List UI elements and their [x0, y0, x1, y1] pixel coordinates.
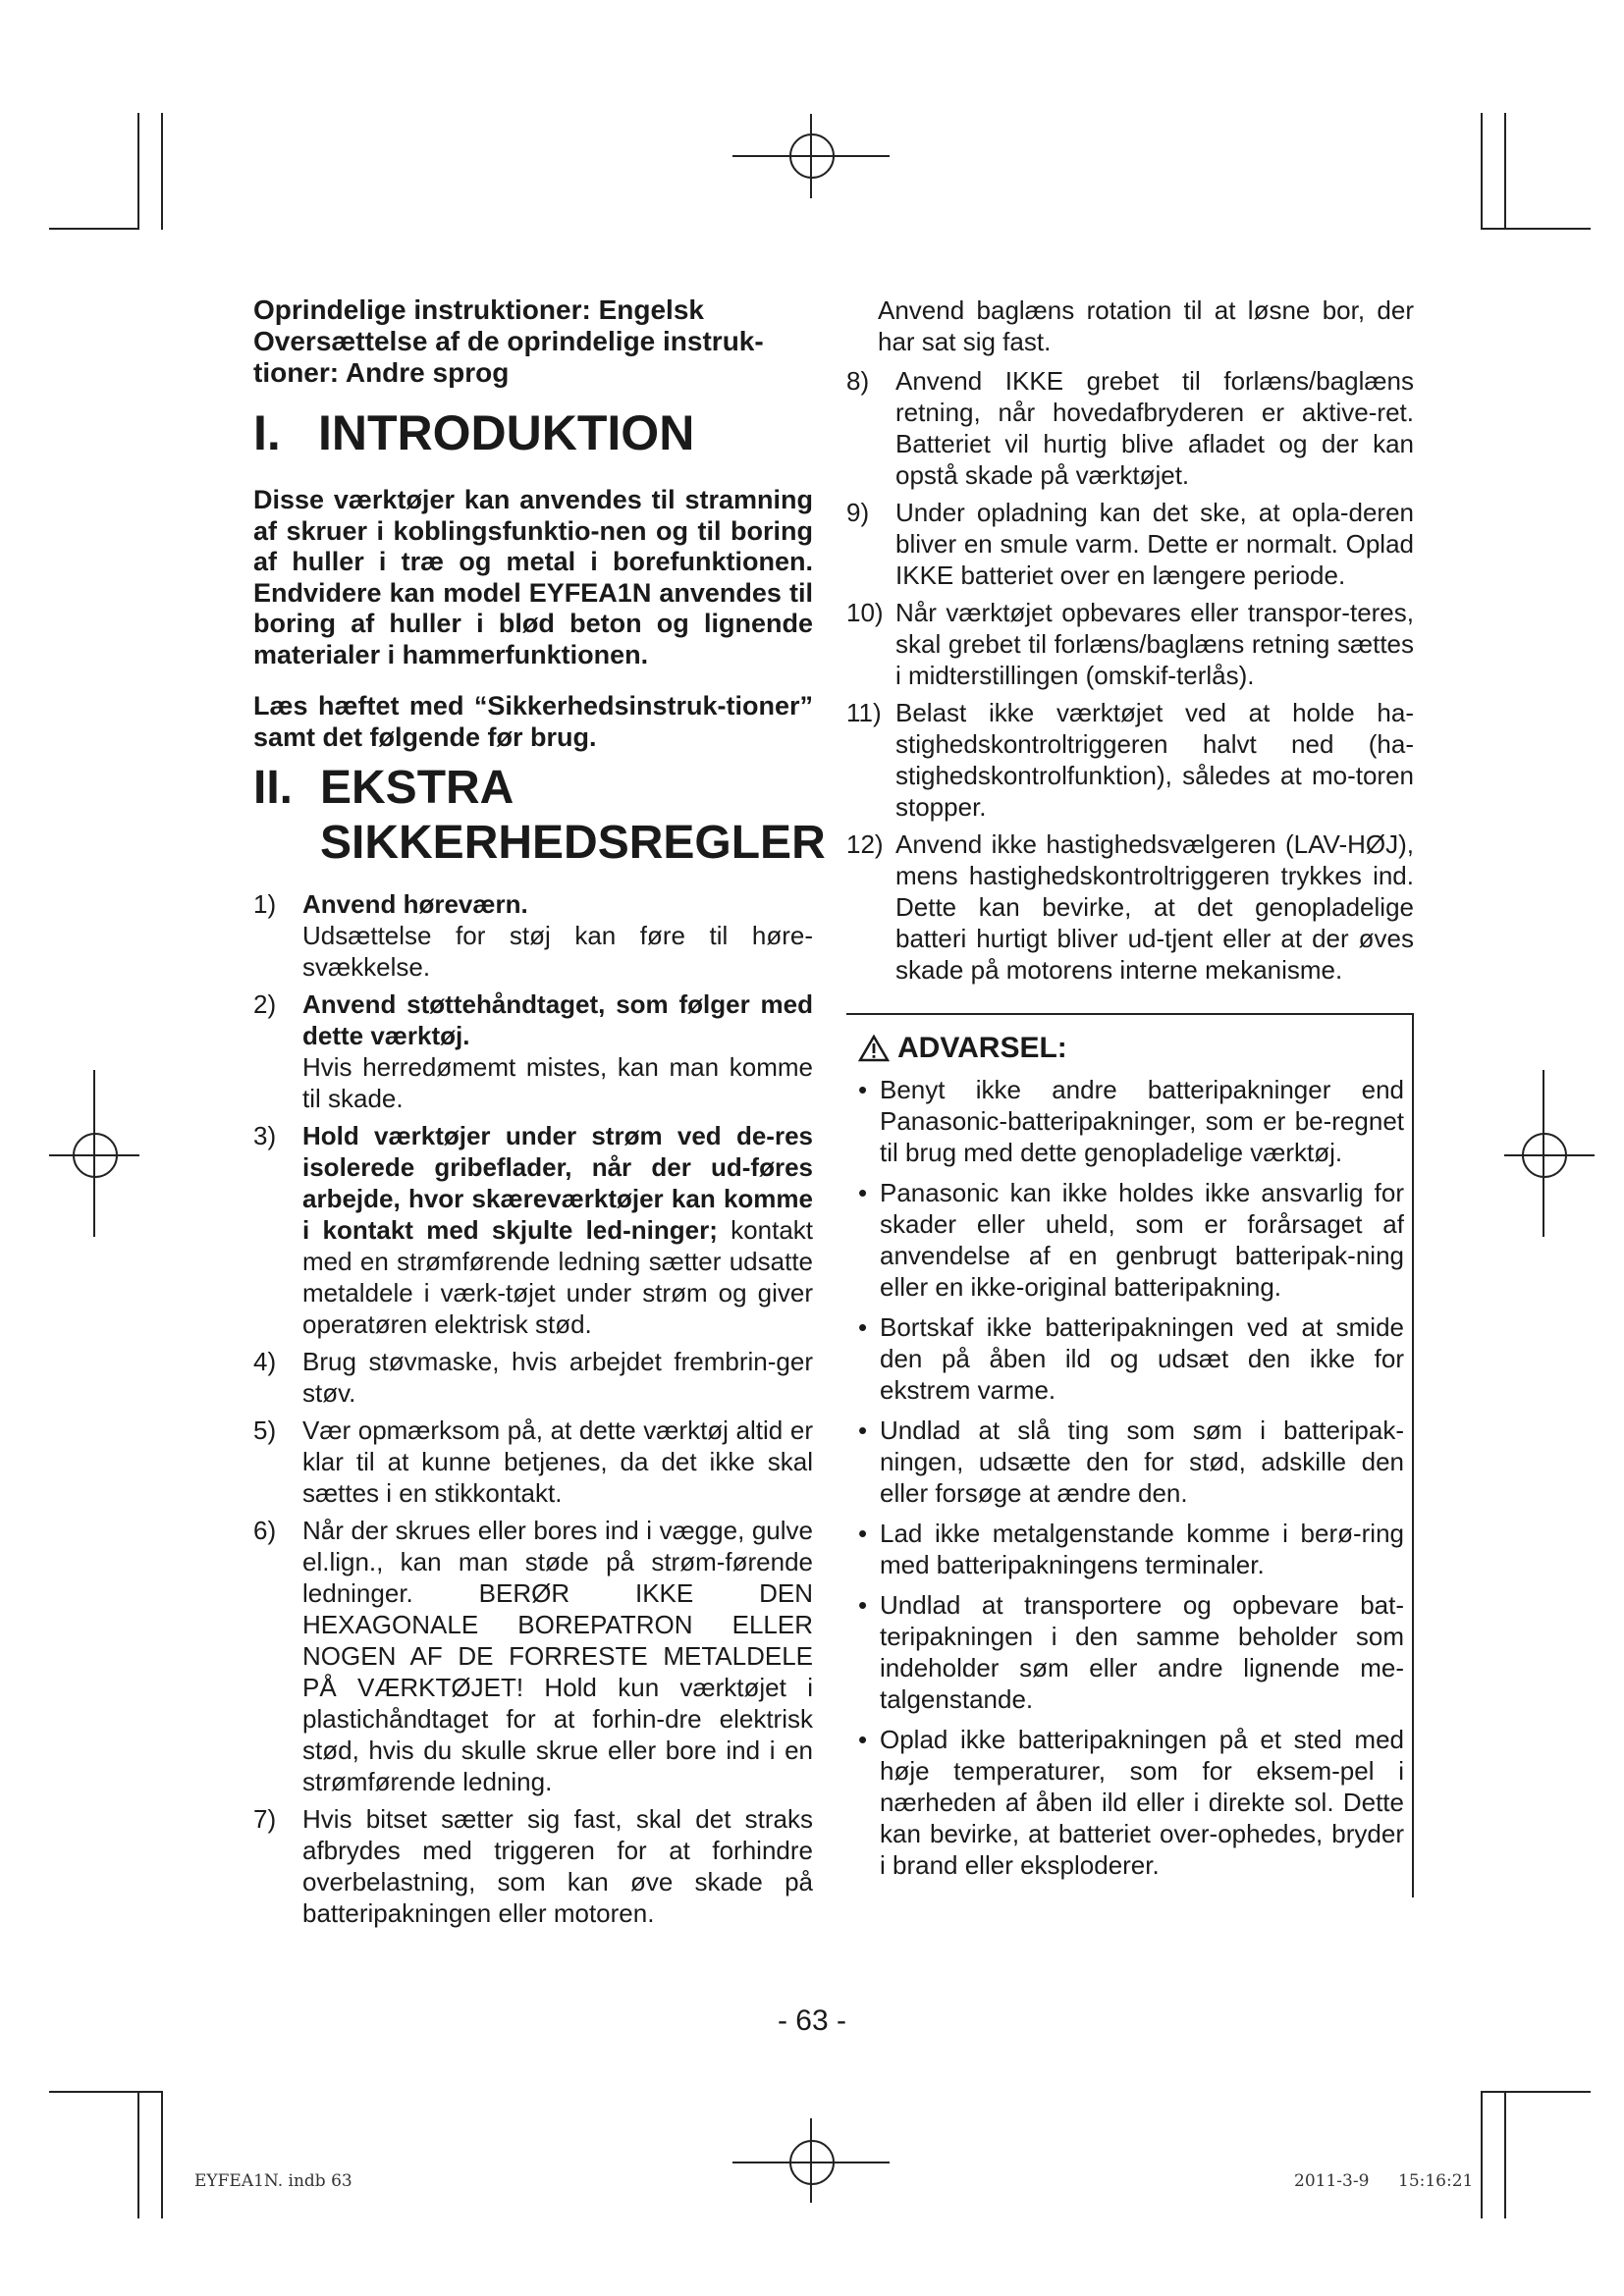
list-item: 11) Belast ikke værktøjet ved at holde ha-stighedskontroltriggeren halvt ned (ha-stighedskontrolfunktion), således at mo-toren stopper.	[846, 698, 1414, 822]
list-item: 3) Hold værktøjer under strøm ved de-res isolerede gribeflader, når der ud-føres arbejde, hvor skæreværktøjer kan komme i kontakt med skjulte led-ninger; kontakt med en strømførende ledning sætter udsatte metaldele i værk-tøjet under strøm og giver operatøren elektrisk stød.	[253, 1121, 813, 1339]
list-item: 2) Anvend støttehåndtaget, som følger med dette værktøj. Hvis herredømemt mistes, kan man komme til skade.	[253, 989, 813, 1113]
list-item: 10) Når værktøjet opbevares eller transpor-teres, skal grebet til forlæns/baglæns retning sættes i midterstillingen (omskif-terlås).	[846, 598, 1414, 690]
list-item: 7) Hvis bitset sætter sig fast, skal det straks afbrydes med triggeren for at forhindre overbelastning, som kan øve skade på batteripakningen eller motoren.	[253, 1804, 813, 1928]
rule-7-continuation: Anvend baglæns rotation til at løsne bor, der har sat sig fast.	[878, 295, 1414, 356]
warning-heading: ADVARSEL:	[858, 1031, 1404, 1066]
right-column	[846, 294, 1414, 1897]
safety-rules-list	[253, 888, 813, 1929]
footer-date: 2011-3-9	[1294, 2171, 1370, 2191]
list-item: • Bortskaf ikke batteripakningen ved at smide den på åben ild og udsæt den ikke for ekstrem varme.	[858, 1312, 1404, 1405]
list-item: • Oplad ikke batteripakningen på et sted med høje temperaturer, som for eksem-pel i nærheden af åben ild eller i direkte sol. Dette kan bevirke, at batteriet over-ophedes, bryder i brand eller eksploderer.	[858, 1725, 1404, 1880]
list-item: 6) Når der skrues eller bores ind i vægge, gulve el.lign., kan man støde på strøm-førende ledninger. BERØR IKKE DEN HEXAGONALE BOREPATRON ELLER NOGEN AF DE FORRESTE METALDELE PÅ VÆRKTØJET! Hold kun værktøjet i plastichåndtaget for at forhin-dre elektrisk stød, hvis du skulle skrue eller bore ind i en strømførende ledning.	[253, 1516, 813, 1796]
warning-list	[858, 1074, 1404, 1881]
list-item: 4) Brug støvmaske, hvis arbejdet frembrin-ger støv.	[253, 1347, 813, 1408]
section-heading-introduction: I. INTRODUKTION	[253, 405, 695, 460]
list-item: 12) Anvend ikke hastighedsvælgeren (LAV-HØJ), mens hastighedskontroltriggeren trykkes ind. Dette kan bevirke, at det genopladelige batteri hurtigt bliver ud-tjent eller at der øves skade på motorens interne mekanisme.	[846, 829, 1414, 985]
list-item: • Benyt ikke andre batteripakninger end Panasonic-batteripakninger, som er be-regnet til brug med dette genopladelige værktøj.	[858, 1075, 1404, 1167]
list-item: 1) Anvend høreværn. Udsættelse for støj kan føre til høre-svækkelse.	[253, 889, 813, 982]
introduction-text: Disse værktøjer kan anvendes til stramning af skruer i koblingsfunktio-nen og til boring af huller i træ og metal i borefunktionen. Endvidere kan model EYFEA1N anvendes til boring af huller i blød beton og lignende materialer i hammerfunktionen.	[253, 485, 813, 669]
list-item: 9) Under opladning kan det ske, at opla-deren bliver en smule varm. Dette er normalt. Oplad IKKE batteriet over en længere periode.	[846, 498, 1414, 590]
safety-rules-list-continued	[846, 365, 1414, 986]
read-safety-note: Læs hæftet med “Sikkerhedsinstruk-tioner” samt det følgende før brug.	[253, 691, 813, 752]
list-item: • Undlad at transportere og opbevare bat-teripakningen i den samme beholder som indeholder søm eller andre lignende me-talgenstande.	[858, 1590, 1404, 1714]
list-item: • Undlad at slå ting som søm i batteripak-ningen, udsætte den for stød, adskille den eller forsøge at ændre den.	[858, 1415, 1404, 1508]
section-heading-extra-safety: II. EKSTRA SIKKERHEDSREGLER	[253, 762, 826, 869]
original-instructions-note: Oprindelige instruktioner: Engelsk Oversættelse af de oprindelige instruk- tioner: Andre sprog	[253, 294, 764, 388]
warning-box	[846, 1013, 1414, 1897]
list-item: 5) Vær opmærksom på, at dette værktøj altid er klar til at kunne betjenes, da det ikke skal sættes i en stikkontakt.	[253, 1415, 813, 1508]
list-item: 8) Anvend IKKE grebet til forlæns/baglæns retning, når hovedafbryderen er aktive-ret. Batteriet vil hurtig blive afladet og der kan opstå skade på værktøjet.	[846, 366, 1414, 490]
footer-file-info: EYFEA1N. indb 63	[194, 2171, 352, 2191]
list-item: • Lad ikke metalgenstande komme i berø-ring med batteripakningens terminaler.	[858, 1519, 1404, 1579]
left-column	[253, 294, 826, 1935]
list-item: • Panasonic kan ikke holdes ikke ansvarlig for skader eller uheld, som er forårsaget af anvendelse af en genbrugt batteripak-ning eller en ikke-original batteripakning.	[858, 1178, 1404, 1302]
warning-triangle-icon	[858, 1035, 890, 1062]
page-number: - 63 -	[777, 2004, 847, 2037]
footer-time: 15:16:21	[1398, 2171, 1474, 2191]
